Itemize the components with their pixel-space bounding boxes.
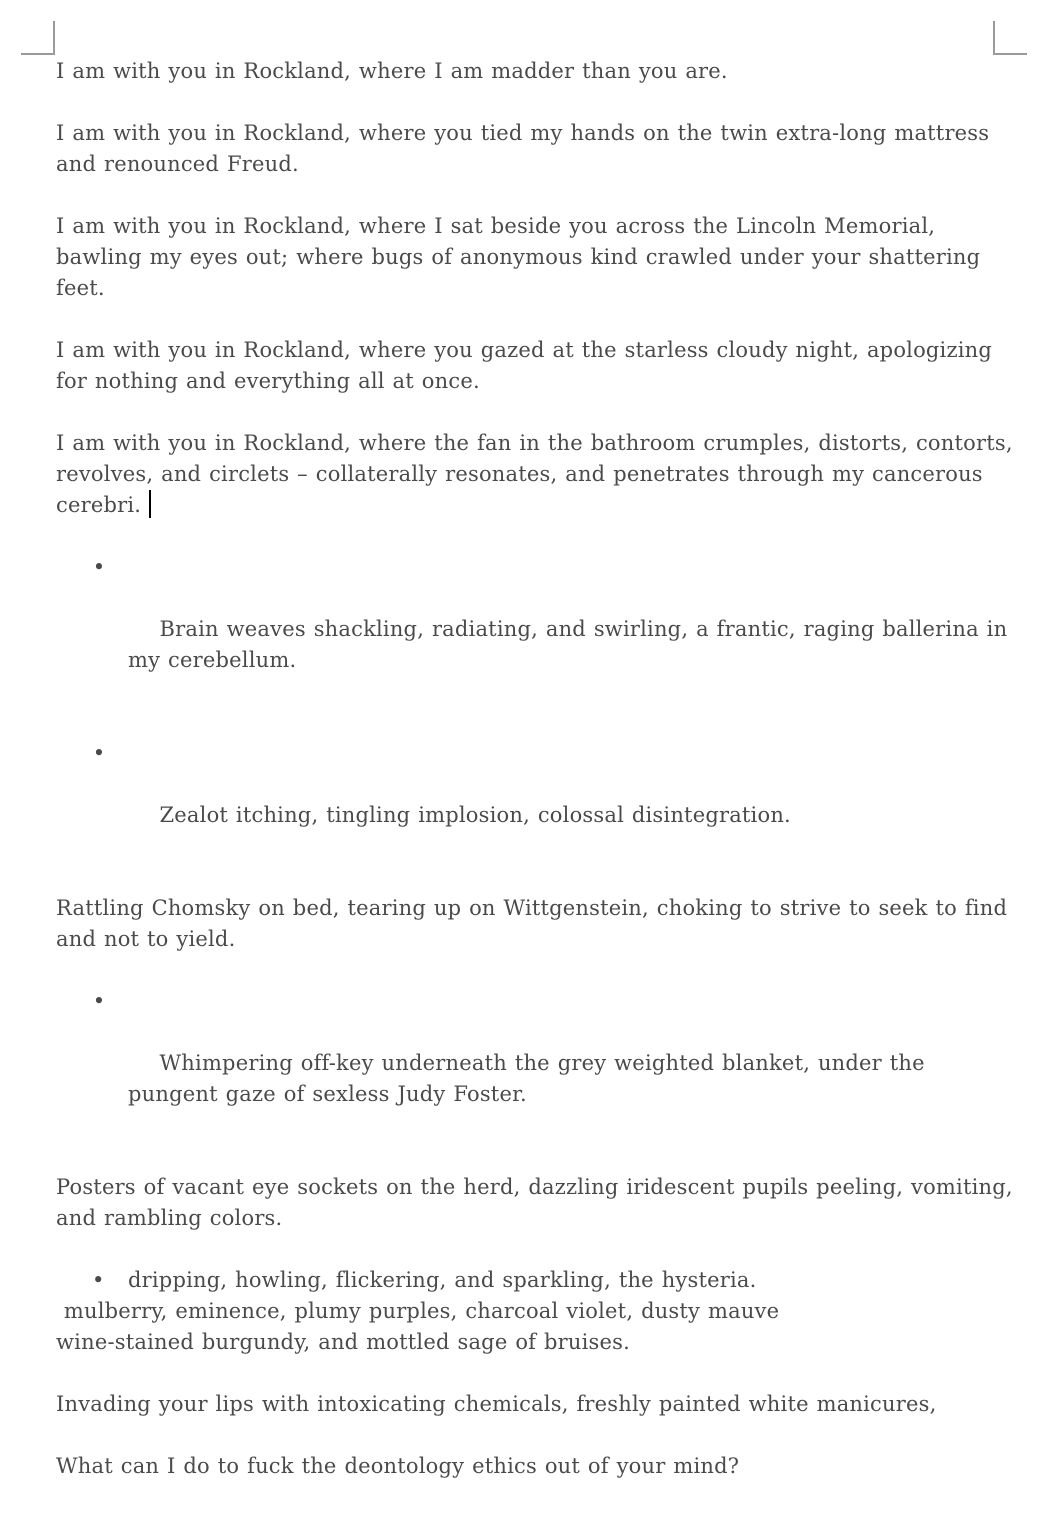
paragraph[interactable]: Posters of vacant eye sockets on the herd, dazzling iridescent pupils peeling, vomiting, and rambling colors. (56, 1175, 1021, 1230)
list-item-text: dripping, howling, flickering, and sparkling, the hysteria. (128, 1268, 757, 1292)
paragraph-with-cursor[interactable] (56, 428, 1021, 521)
paragraph[interactable]: I am with you in Rockland, where I am madder than you are. (56, 59, 728, 83)
paragraph[interactable]: Invading your lips with intoxicating chemicals, freshly painted white manicures, (56, 1392, 937, 1416)
bullet-icon: • (92, 989, 106, 1013)
paragraph[interactable]: Rattling Chomsky on bed, tearing up on Wittgenstein, choking to strive to seek to find and not to yield. (56, 896, 1015, 951)
list-item-text: Brain weaves shackling, radiating, and swirling, a frantic, raging ballerina in my cerebellum. (128, 617, 1016, 672)
list-item-text: Zealot itching, tingling implosion, colossal disintegration. (159, 803, 791, 827)
document-body[interactable] (56, 56, 1021, 1513)
list-item-inline[interactable] (56, 1265, 1016, 1296)
continuation-line: wine-stained burgundy, and mottled sage of bruises. (56, 1330, 631, 1354)
list-item[interactable] (56, 552, 1016, 707)
continuation-line: mulberry, eminence, plumy purples, charcoal violet, dusty mauve (56, 1299, 780, 1323)
margin-corner-top-left (21, 21, 55, 55)
list-item-continuation[interactable] (56, 1296, 1016, 1358)
bullet-icon: • (92, 1268, 105, 1292)
paragraph[interactable]: I am with you in Rockland, where you gazed at the starless cloudy night, apologizing for nothing and everything all at once. (56, 338, 1000, 393)
paragraph[interactable]: I am with you in Rockland, where I sat beside you across the Lincoln Memorial, bawling my eyes out; where bugs of anonymous kind crawled under your shattering feet. (56, 214, 989, 300)
bullet-icon: • (92, 741, 106, 765)
list-item[interactable] (56, 986, 1016, 1141)
list-item-text: Whimpering off-key underneath the grey weighted blanket, under the pungent gaze of sexless Judy Foster. (128, 1051, 933, 1106)
paragraph[interactable]: I am with you in Rockland, where you tied my hands on the twin extra-long mattress and renounced Freud. (56, 121, 998, 176)
bullet-icon: • (92, 555, 106, 579)
text-cursor (149, 490, 151, 518)
list-item[interactable] (56, 738, 1016, 862)
paragraph-text: I am with you in Rockland, where the fan in the bathroom crumples, distorts, contorts, revolves, and circlets – collaterally resonates, and penetrates through my cancerous cerebri. (56, 431, 1021, 517)
paragraph[interactable]: What can I do to fuck the deontology ethics out of your mind? (56, 1454, 740, 1478)
margin-corner-top-right (993, 21, 1027, 55)
